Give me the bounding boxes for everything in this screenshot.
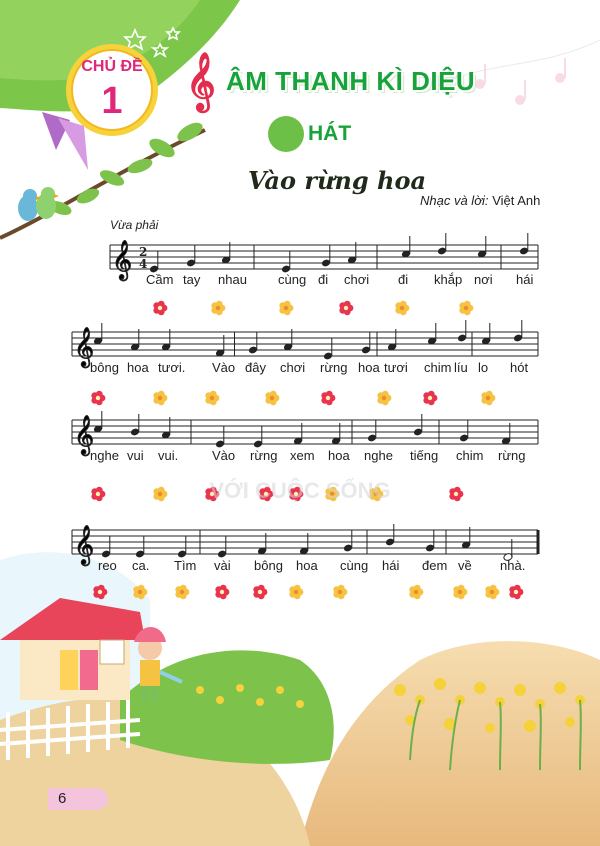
yellow-flower-icon <box>459 301 473 315</box>
credit-label: Nhạc và lời: <box>420 193 489 208</box>
lyric-syllable: hoa <box>296 558 318 573</box>
lyric-syllable: khắp <box>434 272 463 287</box>
lyric-syllable: vài <box>214 558 231 573</box>
yellow-flower-icon <box>395 301 409 315</box>
lyric-syllable: nơi <box>474 272 493 287</box>
red-flower-icon <box>253 585 267 599</box>
red-flower-icon <box>153 301 167 315</box>
lyric-syllable: nghe <box>364 448 393 463</box>
lyric-syllable: Vào <box>212 448 236 463</box>
lyric-syllable: tiếng <box>410 448 439 463</box>
microphone-icon <box>268 116 304 152</box>
lyric-syllable: nghe <box>90 448 119 463</box>
lyric-syllable: tay <box>183 272 201 287</box>
song-title: Vào rừng hoa <box>248 166 427 195</box>
red-flower-icon <box>91 391 105 405</box>
treble-clef-icon: 𝄞 <box>74 415 95 455</box>
yellow-flower-icon <box>205 391 219 405</box>
treble-clef-icon: 𝄞 <box>186 51 216 110</box>
lyric-syllable: cùng <box>278 272 307 287</box>
yellow-flower-icon <box>153 391 167 405</box>
lyric-syllable: Vào <box>212 360 236 375</box>
lyric-syllable: hoa <box>127 360 149 375</box>
lyric-syllable: vui. <box>158 448 179 463</box>
time-signature-top: 2 <box>139 245 148 259</box>
lyric-syllable: tươi <box>384 360 408 375</box>
dirt-path <box>300 641 600 846</box>
treble-clef-icon: 𝄞 <box>112 240 133 280</box>
lyric-syllable: hót <box>510 360 529 375</box>
yellow-flower-icon <box>485 585 499 599</box>
lyric-syllable: hái <box>382 558 400 573</box>
treble-clef-icon: 𝄞 <box>74 327 95 367</box>
lyric-syllable: đây <box>245 360 266 375</box>
lyric-syllable: rừng <box>498 448 526 463</box>
yellow-flower-icon <box>377 391 391 405</box>
lyric-syllable: đi <box>318 272 329 287</box>
song-credit <box>420 193 540 208</box>
red-flower-icon <box>339 301 353 315</box>
topic-title: ÂM THANH KÌ DIỆU <box>226 66 476 96</box>
yellow-flower-icon <box>481 391 495 405</box>
lyric-syllable: rừng <box>250 448 278 463</box>
lyric-syllable: tươi. <box>158 360 186 375</box>
lyric-syllable: đem <box>422 558 448 573</box>
yellow-flower-icon <box>289 585 303 599</box>
lyric-syllable: chim <box>424 360 452 375</box>
red-flower-icon <box>91 487 105 501</box>
page-number-tab <box>48 788 108 810</box>
section-label: HÁT <box>308 122 352 145</box>
chapter-label: CHỦ ĐỀ <box>81 58 143 75</box>
treble-clef-icon: 𝄞 <box>74 525 95 565</box>
lyric-syllable: chim <box>456 448 484 463</box>
credit-author: Việt Anh <box>492 193 541 208</box>
lyric-syllable: hoa <box>358 360 380 375</box>
red-flower-icon <box>423 391 437 405</box>
red-flower-icon <box>509 585 523 599</box>
yellow-flower-icon <box>279 301 293 315</box>
tempo-marking: Vừa phải <box>110 218 159 232</box>
red-flower-icon <box>449 487 463 501</box>
yellow-flower-icon <box>409 585 423 599</box>
lyric-syllable: bông <box>90 360 119 375</box>
yellow-flower-icon <box>175 585 189 599</box>
tree-branch <box>0 130 205 238</box>
page-number: 6 <box>58 790 67 807</box>
red-flower-icon <box>321 391 335 405</box>
lyric-syllable: xem <box>290 448 315 463</box>
lyric-syllable: nhà. <box>500 558 526 573</box>
lyric-syllable: rừng <box>320 360 348 375</box>
lyric-syllable: hái <box>516 272 534 287</box>
chapter-number: 1 <box>101 80 123 122</box>
lyric-syllable: nhau <box>218 272 247 287</box>
lyric-syllable: về <box>458 558 472 573</box>
lyric-syllable: đi <box>398 272 409 287</box>
lyric-syllable: reo <box>98 558 117 573</box>
lyric-syllable: Tìm <box>174 558 197 573</box>
yellow-flower-icon <box>453 585 467 599</box>
yellow-flower-icon <box>211 301 225 315</box>
lyric-syllable: hoa <box>328 448 350 463</box>
yellow-flower-icon <box>333 585 347 599</box>
time-signature-bottom: 4 <box>139 257 148 271</box>
lyric-syllable: cùng <box>340 558 369 573</box>
lyric-syllable: líu <box>454 360 468 375</box>
music-staffs <box>72 240 538 566</box>
watermark-text: VỚI CUỘC SỐNG <box>209 478 391 503</box>
lyric-syllable: bông <box>254 558 283 573</box>
lyric-syllable: vui <box>127 448 144 463</box>
lyric-syllable: lo <box>478 360 489 375</box>
lyric-syllable: Cầm <box>146 272 174 287</box>
lyric-syllable: chơi <box>344 272 370 287</box>
red-flower-icon <box>215 585 229 599</box>
birds-illustration <box>18 187 59 221</box>
lyric-syllable: ca. <box>132 558 150 573</box>
lyric-syllable: chơi <box>280 360 306 375</box>
yellow-flower-icon <box>265 391 279 405</box>
